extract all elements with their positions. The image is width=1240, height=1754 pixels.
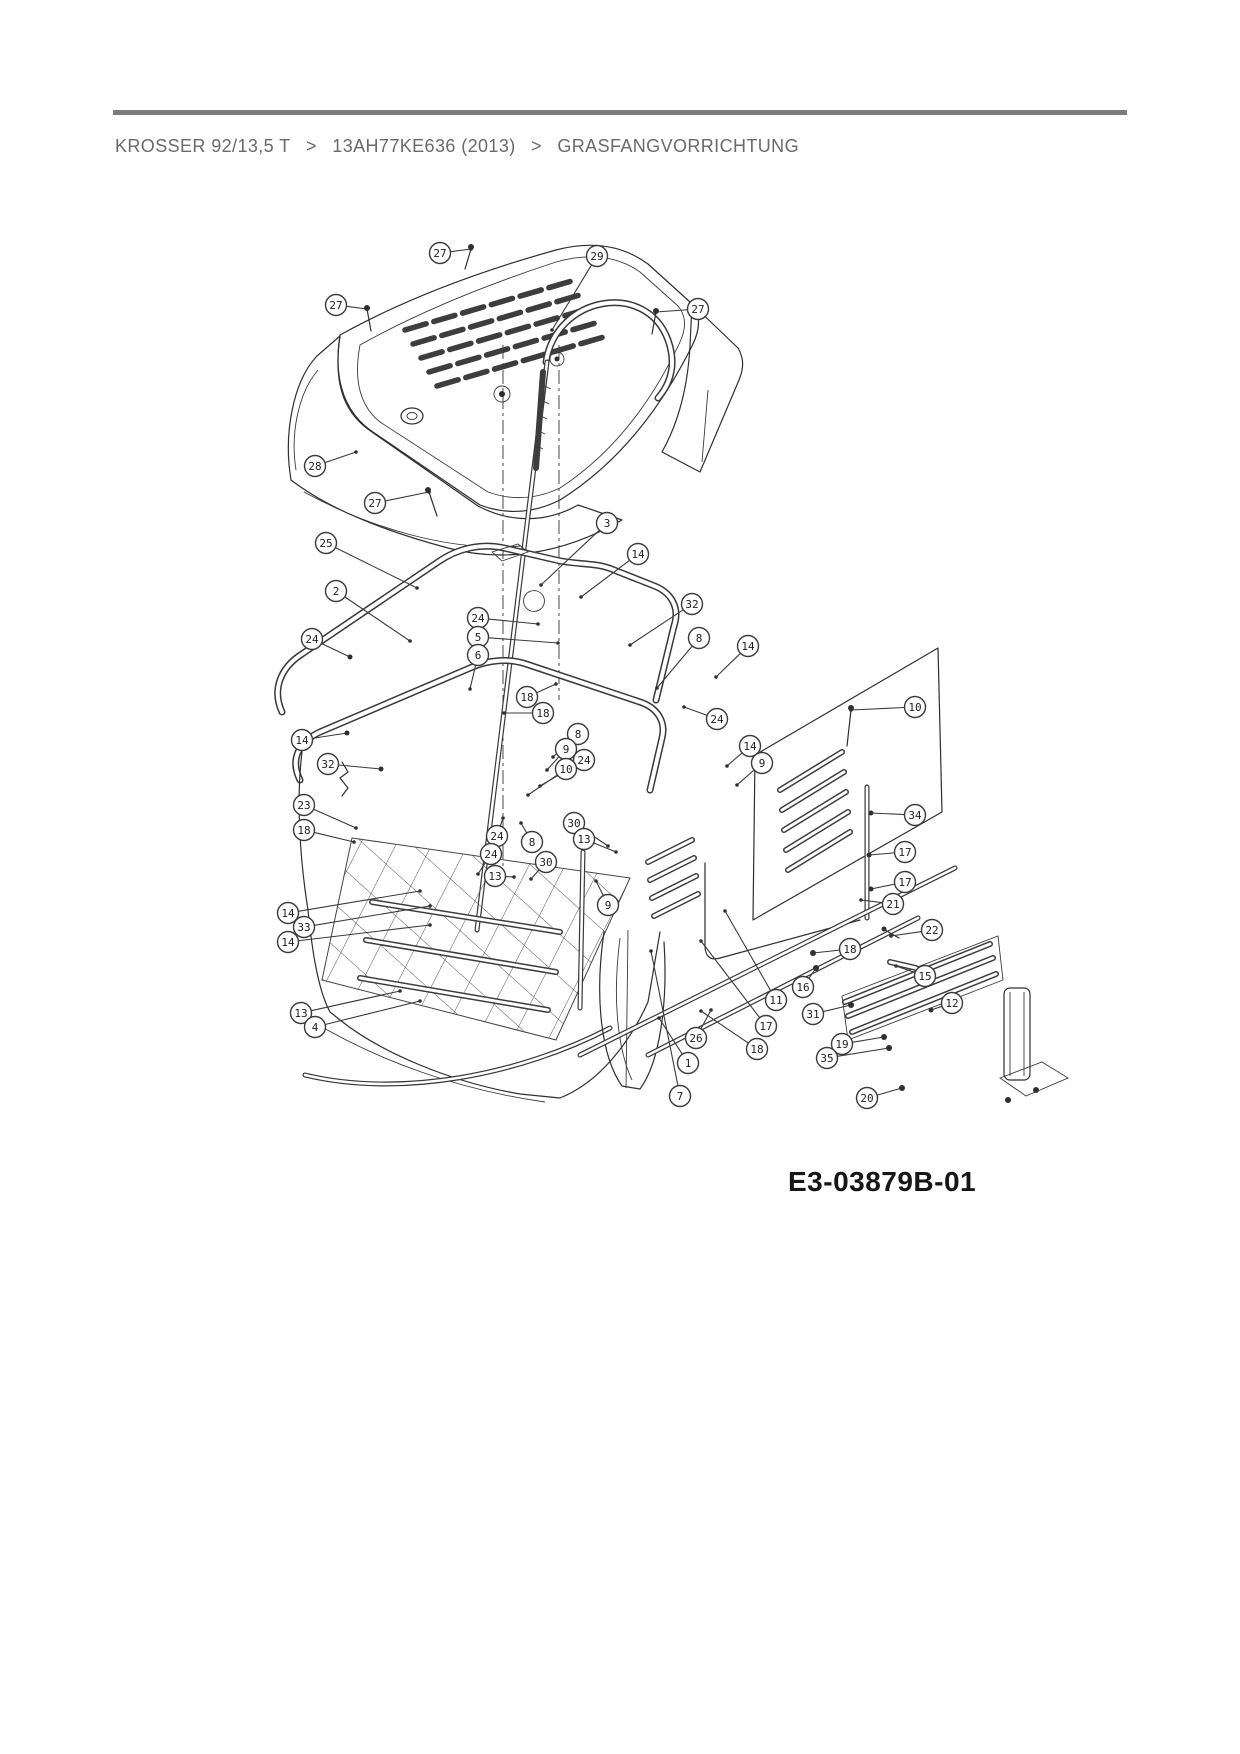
svg-text:18: 18	[536, 707, 550, 720]
callout-9	[735, 753, 772, 787]
callout-13	[574, 829, 618, 854]
callout-34	[869, 805, 925, 826]
callout-17	[867, 842, 915, 863]
svg-text:27: 27	[691, 303, 705, 316]
svg-text:17: 17	[898, 876, 912, 889]
svg-text:12: 12	[945, 997, 959, 1010]
svg-text:18: 18	[843, 943, 857, 956]
callout-18	[699, 1009, 767, 1059]
svg-text:35: 35	[820, 1052, 834, 1065]
svg-text:27: 27	[368, 497, 382, 510]
callout-12	[929, 993, 962, 1014]
svg-text:16: 16	[796, 981, 810, 994]
svg-text:34: 34	[908, 809, 922, 822]
svg-text:8: 8	[695, 632, 703, 645]
callout-18	[811, 939, 860, 960]
callout-13	[291, 989, 402, 1023]
callout-28	[305, 450, 358, 476]
svg-text:33: 33	[297, 921, 311, 934]
svg-text:20: 20	[860, 1092, 874, 1105]
callout-10	[526, 759, 576, 797]
callout-27	[654, 299, 708, 320]
svg-text:9: 9	[562, 743, 570, 756]
callout-17	[869, 872, 915, 893]
svg-text:2: 2	[332, 585, 340, 598]
svg-text:13: 13	[577, 833, 591, 846]
svg-text:32: 32	[685, 598, 699, 611]
svg-text:26: 26	[689, 1032, 703, 1045]
svg-text:25: 25	[319, 537, 333, 550]
svg-text:6: 6	[474, 649, 482, 662]
svg-text:14: 14	[743, 740, 757, 753]
svg-text:17: 17	[898, 846, 912, 859]
svg-text:10: 10	[559, 763, 573, 776]
callout-10	[849, 697, 925, 718]
breadcrumb-serial[interactable]: 13AH77KE636 (2013)	[332, 136, 516, 156]
svg-text:17: 17	[759, 1020, 773, 1033]
svg-text:14: 14	[281, 907, 295, 920]
svg-text:19: 19	[835, 1038, 849, 1051]
callout-20	[857, 1086, 904, 1108]
svg-text:24: 24	[577, 754, 591, 767]
centerlines	[503, 345, 559, 868]
callout-32	[318, 754, 383, 775]
svg-text:31: 31	[806, 1008, 820, 1021]
svg-text:30: 30	[539, 856, 553, 869]
svg-text:28: 28	[308, 460, 322, 473]
breadcrumb-separator: >	[531, 136, 542, 156]
latch-bracket-drawing	[842, 927, 1068, 1104]
svg-text:29: 29	[590, 250, 604, 263]
svg-text:23: 23	[297, 799, 311, 812]
svg-text:24: 24	[471, 612, 485, 625]
diagram-code: E3-03879B-01	[788, 1166, 977, 1197]
callout-11	[723, 909, 786, 1010]
svg-text:1: 1	[684, 1057, 692, 1070]
svg-text:3: 3	[603, 517, 611, 530]
svg-text:18: 18	[750, 1043, 764, 1056]
svg-text:14: 14	[281, 936, 295, 949]
callout-26	[686, 1008, 713, 1048]
svg-text:8: 8	[528, 836, 536, 849]
callout-29	[550, 246, 607, 332]
svg-text:18: 18	[297, 824, 311, 837]
svg-text:24: 24	[305, 633, 319, 646]
svg-text:14: 14	[295, 734, 309, 747]
svg-text:32: 32	[321, 758, 335, 771]
svg-text:11: 11	[769, 994, 783, 1007]
breadcrumb-separator: >	[305, 136, 317, 156]
svg-text:8: 8	[574, 728, 582, 741]
svg-text:5: 5	[474, 631, 482, 644]
callout-14	[714, 636, 758, 679]
svg-text:24: 24	[484, 848, 498, 861]
callout-24	[302, 629, 352, 659]
svg-text:24: 24	[710, 713, 724, 726]
callout-4	[305, 999, 422, 1037]
svg-text:9: 9	[604, 899, 612, 912]
svg-text:14: 14	[631, 548, 645, 561]
callout-27	[365, 490, 431, 513]
callout-24	[682, 705, 727, 729]
svg-text:13: 13	[488, 870, 502, 883]
svg-text:27: 27	[433, 247, 447, 260]
svg-text:10: 10	[908, 701, 922, 714]
breadcrumb-assembly[interactable]: GRASFANGVORRICHTUNG	[557, 136, 799, 156]
svg-text:13: 13	[294, 1007, 308, 1020]
callout-16	[793, 966, 818, 997]
callout-27	[326, 295, 369, 316]
svg-text:21: 21	[886, 898, 900, 911]
svg-text:22: 22	[925, 924, 939, 937]
callout-18	[294, 820, 356, 844]
callout-8	[519, 821, 542, 852]
svg-text:18: 18	[520, 691, 534, 704]
svg-text:24: 24	[490, 830, 504, 843]
callout-7	[649, 949, 690, 1106]
hood-cover-drawing	[288, 244, 742, 555]
callout-19	[832, 1034, 886, 1055]
svg-text:14: 14	[741, 640, 755, 653]
svg-text:30: 30	[567, 817, 581, 830]
callout-35	[817, 1046, 891, 1068]
svg-text:15: 15	[918, 970, 932, 983]
svg-text:4: 4	[311, 1021, 319, 1034]
callout-3	[539, 513, 617, 587]
callout-27	[430, 243, 473, 264]
svg-text:9: 9	[758, 757, 766, 770]
svg-text:7: 7	[676, 1090, 684, 1103]
breadcrumb-model[interactable]: KROSSER 92/13,5 T	[115, 136, 291, 156]
svg-text:27: 27	[329, 299, 343, 312]
